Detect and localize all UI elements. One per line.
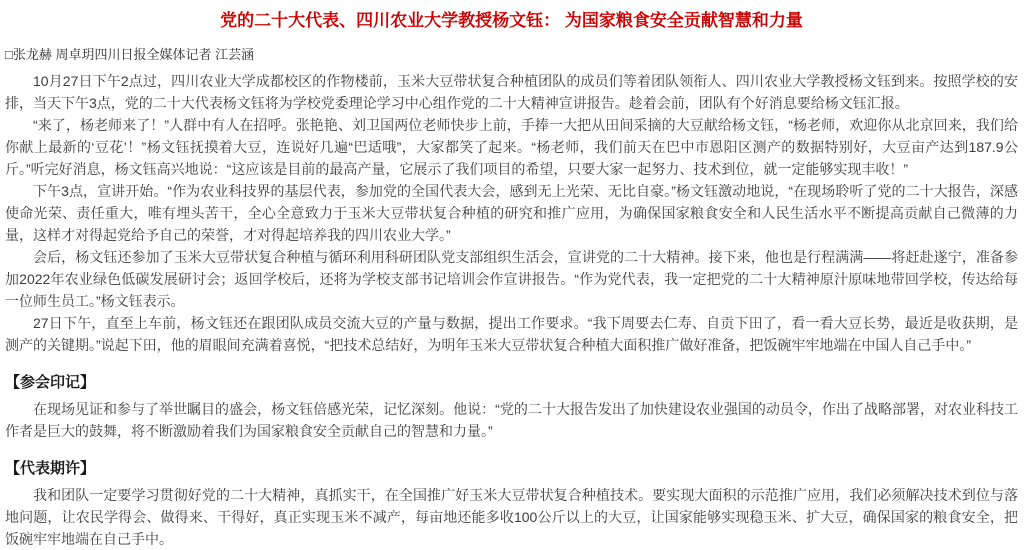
article-paragraph-4: 会后，杨文钰还参加了玉米大豆带状复合种植与循环利用科研团队党支部组织生活会，宣讲党的二十大精神。接下来，他也是行程满满——将赶赴遂宁，准备参加2022年农业绿色低碳发展研讨会；返回学校后，还将为学校支部书记培训会作宣讲报告。“作为党代表，我一定把党的二十大精神原汁原味地带回学校，传达给每一位师生员工。”杨文钰表示。 bbox=[5, 249, 1018, 309]
section-heading-daibiao-qixu: 【代表期许】 bbox=[5, 460, 96, 477]
section-paragraph-canhui-yinji: 在现场见证和参与了举世瞩目的盛会，杨文钰倍感光荣，记忆深刻。他说：“党的二十大报告发出了加快建设农业强国的动员令，作出了战略部署，对农业科技工作者是巨大的鼓舞，将不断激励着我们为国家粮食安全贡献自己的智慧和力量。” bbox=[5, 401, 1018, 439]
byline: □张龙赫 周卓玥四川日报全媒体记者 江芸涵 bbox=[5, 47, 255, 62]
article-paragraph-5: 27日下午，直至上车前，杨文钰还在跟团队成员交流大豆的产量与数据，提出工作要求。“我下周要去仁寿、自贡下田了，看一看大豆长势，最近是收获期，是测产的关键期。”说起下田，他的眉眼间充满着喜悦，“把技术总结好，为明年玉米大豆带状复合种植大面积推广做好准备，把饭碗牢牢地端在中国人自己手中。” bbox=[5, 315, 1018, 353]
section-heading-canhui-yinji: 【参会印记】 bbox=[5, 374, 96, 391]
section-paragraph-daibiao-qixu: 我和团队一定要学习贯彻好党的二十大精神，真抓实干，在全国推广好玉米大豆带状复合种植技术。要实现大面积的示范推广应用，我们必须解决技术到位与落地问题，让农民学得会、做得来、干得好，真正实现玉米不减产，每亩地还能多收100公斤以上的大豆，让国家能够实现稳玉米、扩大豆，确保国家的粮食安全，把饭碗牢牢地端在自己手中。 bbox=[5, 487, 1018, 547]
page-title: 党的二十大代表、四川农业大学教授杨文钰： 为国家粮食安全贡献智慧和力量 bbox=[220, 11, 803, 30]
article-paragraph-3: 下午3点，宣讲开始。“作为农业科技界的基层代表，参加党的全国代表大会，感到无上光荣、无比自豪。”杨文钰激动地说，“在现场聆听了党的二十大报告，深感使命光荣、责任重大，唯有埋头苦干，全心全意致力于玉米大豆带状复合种植的研究和推广应用，为确保国家粮食安全和人民生活水平不断提高贡献自己微薄的力量，这样才对得起党给予自己的荣誉，才对得起培养我的四川农业大学。” bbox=[5, 183, 1018, 243]
article-paragraph-2: “来了，杨老师来了！”人群中有人在招呼。张艳艳、刘卫国两位老师快步上前，手捧一大把从田间采摘的大豆献给杨文钰，“杨老师，欢迎你从北京回来，我们给你献上最新的‘豆花’！”杨文钰抚摸着大豆，连说好几遍“巴适哦”，大家都笑了起来。“杨老师，我们前天在巴中市恩阳区测产的数据特别好，大豆亩产达到187.9公斤。”听完好消息，杨文钰高兴地说：“这应该是目前的最高产量，它展示了我们项目的希望，只要大家一起努力、技术到位，就一定能够实现丰收！” bbox=[5, 117, 1018, 177]
article-paragraph-1: 10月27日下午2点过，四川农业大学成都校区的作物楼前，玉米大豆带状复合种植团队的成员们等着团队领衔人、四川农业大学教授杨文钰到来。按照学校的安排，当天下午3点，党的二十大代表杨文钰将为学校党委理论学习中心组作党的二十大精神宣讲报告。趁着会前，团队有个好消息要给杨文钰汇报。 bbox=[5, 73, 1018, 111]
